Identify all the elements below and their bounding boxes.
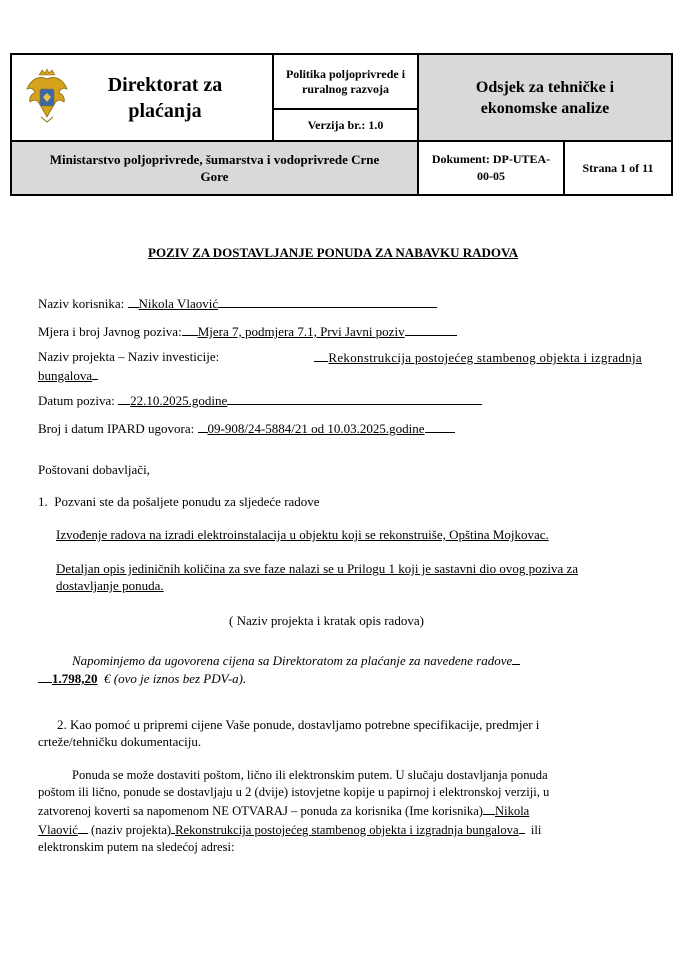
ministry-line1: Ministarstvo poljoprivrede, šumarstva i vodoprivrede Crne <box>49 152 380 167</box>
item1 <box>38 493 320 510</box>
delivery-line4-end: ili <box>530 823 542 837</box>
detail-line2: dostavljanje ponuda. <box>56 578 164 593</box>
works-description: Izvođenje radova na izradi elektroinstalacija u objektu koji se rekonstruiše, Opština Mojkovac. <box>56 527 549 542</box>
user-label: Naziv korisnika: <box>38 296 125 311</box>
delivery-line4-project: Rekonstrukcija postojećeg stambenog objekta i izgradnja bungalova <box>175 823 519 837</box>
delivery-line3-pre: zatvorenoj koverti sa napomenom NE OTVARAJ – ponuda za korisnika (Ime korisnika) <box>38 804 483 818</box>
note-line1: Napominjemo da ugovorena cijena sa Direktoratom za plaćanje za navedene radove <box>72 653 513 668</box>
section-cell <box>418 54 672 141</box>
detail-line1: Detaljan opis jediničnih količina za sve faze nalazi se u Prilogu 1 koji je sastavni dio ovog poziva za <box>56 561 579 576</box>
project-field <box>38 348 642 384</box>
measure-label: Mjera i broj Javnog poziva: <box>38 324 182 339</box>
detail-paragraph <box>56 560 641 594</box>
price-note <box>38 651 642 687</box>
ipard-field <box>38 419 455 437</box>
policy-version-cell <box>273 54 418 141</box>
delivery-line5: elektronskim putem na sledećoj adresi: <box>38 840 235 854</box>
user-value: Nikola Vlaović <box>138 296 219 311</box>
delivery-line3-name: Nikola <box>495 804 530 818</box>
project-value-line2: bungalova <box>38 368 93 383</box>
coat-of-arms-icon <box>25 67 69 123</box>
ipard-value: 09-908/24-5884/21 od 10.03.2025.godine <box>207 421 425 436</box>
item2-line2: crteže/tehničku dokumentaciju. <box>38 734 202 749</box>
version-label: Verzija br.: 1.0 <box>307 117 384 132</box>
date-value: 22.10.2025.godine <box>130 393 228 408</box>
date-field <box>38 391 482 409</box>
delivery-paragraph <box>38 767 642 856</box>
delivery-line2: poštom ili lično, ponude se dostavljaju u 2 (dvije) istovjetne kopije u papirnoj i elektronskoj verziji, u <box>38 785 550 799</box>
project-value-line1: Rekonstrukcija postojećeg stambenog objekta i izgradnja <box>328 350 642 365</box>
delivery-line4-name: Vlaović <box>38 823 78 837</box>
note-rest: € (ovo je iznos bez PDV-a). <box>104 671 247 686</box>
item2 <box>38 716 642 750</box>
item1-number: 1. <box>38 494 48 509</box>
date-label: Datum poziva: <box>38 393 115 408</box>
item1-text: Pozvani ste da pošaljete ponudu za sljedeće radove <box>54 494 320 509</box>
directorate-title-line1: Direktorat za <box>107 73 223 96</box>
ministry-line2: Gore <box>200 169 229 184</box>
delivery-line4-mid: (naziv projekta) <box>91 823 172 837</box>
document-header <box>10 53 673 196</box>
measure-field <box>38 322 457 340</box>
user-field <box>38 294 437 312</box>
page-number: Strana 1 of 11 <box>582 160 654 175</box>
document-code-line1: Dokument: DP-UTEA- <box>431 152 551 166</box>
section-line1: Odsjek za tehničke i <box>475 78 615 96</box>
ipard-label: Broj i datum IPARD ugovora: <box>38 421 195 436</box>
measure-value: Mjera 7, podmjera 7.1, Prvi Javni poziv <box>197 324 405 339</box>
policy-line2: ruralnog razvoja <box>302 81 389 96</box>
ministry-cell <box>11 141 418 195</box>
directorate-cell <box>11 54 273 141</box>
directorate-title-line2: plaćanja <box>128 99 202 122</box>
project-label: Naziv projekta – Naziv investicije: <box>38 349 220 364</box>
note-amount: 1.798,20 <box>52 671 98 686</box>
document-title: POZIV ZA DOSTAVLJANJE PONUDA ZA NABAVKU RADOVA <box>148 245 519 260</box>
section-line2: ekonomske analize <box>480 99 610 117</box>
document-code-line2: 00-05 <box>477 169 505 183</box>
item2-line1: 2. Kao pomoć u pripremi cijene Vaše ponude, dostavljamo potrebne specifikacije, predmjer i <box>57 717 540 732</box>
caption: ( Naziv projekta i kratak opis radova) <box>229 613 424 628</box>
policy-line1: Politika poljoprivrede i <box>285 66 406 81</box>
delivery-line1: Ponuda se može dostaviti poštom, lično ili elektronskim putem. U slučaju dostavljanja ponuda <box>72 768 548 782</box>
document-page-cell <box>418 141 672 195</box>
greeting: Poštovani dobavljači, <box>38 462 150 477</box>
